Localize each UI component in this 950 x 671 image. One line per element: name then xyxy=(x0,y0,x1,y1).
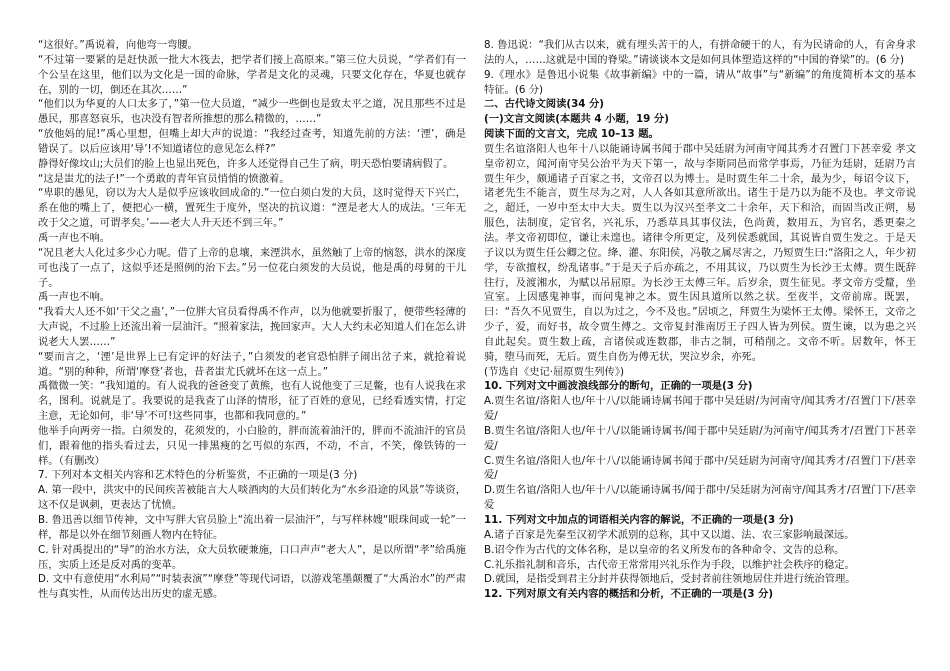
passage-source: (节选自《史记·屈原贾生列传》) xyxy=(484,365,625,378)
paragraph: “不过第一要紧的是赶快派一批大木筏去，把学者们接上高原来。”第三位大员说，“学者们有一个公呈在这里，他们以为文化是一国的命脉，学者是文化的灵魂，只要文化存在，华夏也就存在，别的一切，倒还在其次……” xyxy=(38,53,466,96)
question-12-stem: 12. 下列对原文有关内容的概括和分析，不正确的一项是(3 分) xyxy=(484,588,774,601)
reading-instruction: 阅读下面的文言文，完成 10–13 题。 xyxy=(484,128,659,141)
paragraph: “他们以为华夏的人口太多了，”第一位大员道，“减少一些倒也是致太平之道，况且那些不过是愚民，那喜怒哀乐，也决没有智者所推想的那么精微的，……” xyxy=(38,98,466,126)
paragraph: 禹微微一笑：“我知道的。有人说我的爸爸变了黄熊，也有人说他变了三足鳖，也有人说我在求名，图利。说就是了。我要说的是我查了山泽的情形，征了百姓的意见，已经看透实情，打定主意，无论如何，非‘导’不可!这些同事，也都和我同意的。” xyxy=(38,380,466,423)
question-10-option-b: B.贾生名谊/洛阳人也/年十八/以能诵诗属书/闻于郡中吴廷尉/为河南守/闻其秀才/召置门下甚幸爱/ xyxy=(484,424,916,452)
right-column xyxy=(484,38,916,602)
question-11-option-d: D.就国，是指受到君主分封并获得领地后，受封者前往领地居住并进行统治管理。 xyxy=(484,573,856,586)
subsection-heading: (一)文言文阅读(本题共 4 小题，19 分) xyxy=(484,113,669,126)
question-11-option-c: C.礼乐指礼制和音乐，古代帝王常常用兴礼乐作为手段，以维护社会秩序的稳定。 xyxy=(484,558,855,571)
paragraph: 禹一声也不响。 xyxy=(38,231,111,244)
paragraph: “这很好。”禹说着，向他弯一弯腰。 xyxy=(38,39,198,51)
question-10-stem: 10. 下列对文中画波浪线部分的断句，正确的一项是(3 分) xyxy=(484,380,753,393)
question-7-option-d: D. 文中有意使用“水利局”“时装表演”“摩登”等现代词语，以游戏笔墨颠覆了“大禹治水”的严肃性与真实性，从而传达出历史的虚无感。 xyxy=(38,573,466,601)
question-10-option-a: A.贾生名谊/洛阳人也/年十八/以能诵诗属书闻于郡中吴廷尉/为河南守/闻其秀才/召置门下/甚幸爱/ xyxy=(484,395,916,423)
paragraph: 静得好像坟山;大员们的脸上也显出死色，许多人还觉得自己生了病，明天恐怕要请病假了。 xyxy=(38,157,454,170)
question-7-stem: 7. 下列对本文相关内容和艺术特色的分析鉴赏，不正确的一项是(3 分) xyxy=(38,469,358,482)
question-11-stem: 11. 下列对文中加点的词语相关内容的解说，不正确的一项是(3 分) xyxy=(484,514,794,526)
question-9: 9.《理水》是鲁迅小说集《故事新编》中的一篇，请从“故事”与“新编”的角度简析本文的基本特征。(6 分) xyxy=(484,68,916,96)
question-8: 8. 鲁迅说：“我们从古以来，就有埋头苦干的人，有拼命硬干的人，有为民请命的人，有舍身求法的人，……这就是中国的脊梁。”请谈谈本文是如何具体塑造这样的“中国的脊梁”的。(6 分) xyxy=(484,39,916,66)
question-11-option-b: B.诏令作为古代的文体名称，是以皇帝的名义所发布的各种命令、文告的总称。 xyxy=(484,543,845,556)
question-11-option-a: A.诸子百家是先秦至汉初学术派别的总称，其中又以道、法、农三家影响最深远。 xyxy=(484,528,855,541)
paragraph: “这是蚩尤的法子!”一个勇敢的青年官员悄悄的愤激着。 xyxy=(38,172,290,185)
paragraph: “卑职的愚见，窃以为大人是似乎应该收回成命的.”一位白须白发的大员，这时觉得天下兴亡，系在他的嘴上了，便把心一横，置死生于度外，坚决的抗议道：“湮是老大人的成法。‘三年无改于父之道，可谓孝矣。’——老大人升天还不到三年。” xyxy=(38,187,466,230)
question-7-option-b: B. 鲁迅善以细节传神，文中写胖大官员脸上“流出着一层油汗”，与写样林嫂“眼珠间或一轮”一样，都是以外在细节刻画人物内在特征。 xyxy=(38,514,466,541)
paragraph: “我看大人还不如‘干父之蛊’，”一位胖大官员看得禹不作声，以为他就要折服了，便带些轻薄的大声说，不过脸上还流出着一层油汗。“照着家法，挽回家声。大人大约未必知道人们在怎么讲说老大人罢……” xyxy=(38,306,466,348)
classical-passage: 贾生名谊洛阳人也年十八以能诵诗属书闻于郡中吴廷尉为河南守闻其秀才召置门下甚幸爱 孝文皇帝初立，闻河南守吴公治平为天下第一，故与李斯同邑而常学事焉，乃征为廷尉，廷尉乃言贾生年少，颇通诸子百家之书，文帝召以为博士。是时贾生年二十余，最为少，每诏令议下，诸老先生不能言，贾生尽为之对，人人各如其意所欲出。诸生于是乃以为能不及也。孝文帝说之，超迁，一岁中至太中大夫。贾生以为汉兴至孝文二十余年，天下和洽，而固当改正朔，易服色，法制度，定官名，兴礼乐，乃悉草具其事仪法，色尚黄，数用五，为官名，悉更秦之法。孝文帝初即位，谦让未遑也。诸律令所更定，及列侯悉就国，其说皆自贾生发之。于是天子议以为贾生任公卿之位。绛、灌、东阳侯，冯敬之属尽害之，乃短贾生曰:“洛阳之人，年少初学，专欲擅权，纷乱诸事。”于是天子后亦疏之，不用其议，乃以贾生为长沙王太傅。贾生既辞往行，及渡湘水，为赋以吊屈原。为长沙王太傅三年。后岁余，贾生征见。孝文帝方受釐，坐宣室。上因感鬼神事，而问鬼神之本。贾生因具道所以然之状。至夜半，文帝前席。既罢，曰：“吾久不见贾生，自以为过之，今不及也。”居顷之，拜贾生为梁怀王太傅。梁怀王，文帝之少子，爱，而好书，故令贾生傅之。文帝复封淮南厉王子四人皆为列侯。贾生谏，以为患之兴自此起矣。贾生数上疏，言诸侯或连数郡，非古之制，可稍削之。文帝不听。居数年，怀王骑，堕马而死，无后。贾生自伤为傅无状，哭泣岁余，亦死。 xyxy=(484,142,916,363)
left-column xyxy=(38,38,466,602)
paragraph: “要而言之，‘湮’是世界上已有定评的好法子，”白须发的老官恐怕胖子闹出岔子来，就抢着说道。“别的种种，所谓‘摩登’者也，昔者蚩尤氏就坏在这一点上。” xyxy=(38,350,466,378)
question-10-option-c: C.贾生名谊/洛阳人也/年十八/以能诵诗属书闻于郡中/吴廷尉为河南守/闻其秀才/召置门下/甚幸爱/ xyxy=(484,454,916,482)
paragraph: “放他妈的屁!”禹心里想，但嘴上却大声的说道：“我经过查考，知道先前的方法：‘湮’，确是错误了。以后应该用‘导’!不知道诸位的意见怎么样?” xyxy=(38,128,466,155)
paragraph: 禹一声也不响。 xyxy=(38,291,111,304)
question-7-option-c: C. 针对禹提出的“导”的治水方法，众大员软硬兼施，口口声声“老大人”，是以所谓“孝”给禹施压，实质上还是反对禹的变革。 xyxy=(38,543,466,571)
paragraph: 他举手向两旁一指。白须发的，花须发的，小白脸的，胖而流着油汗的，胖而不流油汗的官员们，跟着他的指头看过去，只见一排黑瘦的乞丐似的东西，不动，不言，不笑，像铁铸的一样。（有删改） xyxy=(38,424,466,467)
paragraph: “况且老大人化过多少心力呢。借了上帝的息壤，来湮洪水，虽然触了上帝的恼怒，洪水的深度可也浅了一点了，这似乎还是照例的治下去。”另一位花白须发的大员说，他是禹的母舅的干儿子。 xyxy=(38,246,466,289)
section-heading: 二、古代诗文阅读(34 分) xyxy=(484,98,604,111)
question-10-option-d: D.贾生名谊/洛阳人也/年十八/以能诵诗属书/闻于郡中/吴廷尉为河南守/闻其秀才/召置门下/甚幸爱 xyxy=(484,484,916,512)
question-7-option-a: A. 第一段中，洪灾中的民间疾苦被能言大人啖酒肉的大员们转化为“水乡沿途的风景”等谈资，这不仅是讽刺，更表达了忧愤。 xyxy=(38,484,466,512)
